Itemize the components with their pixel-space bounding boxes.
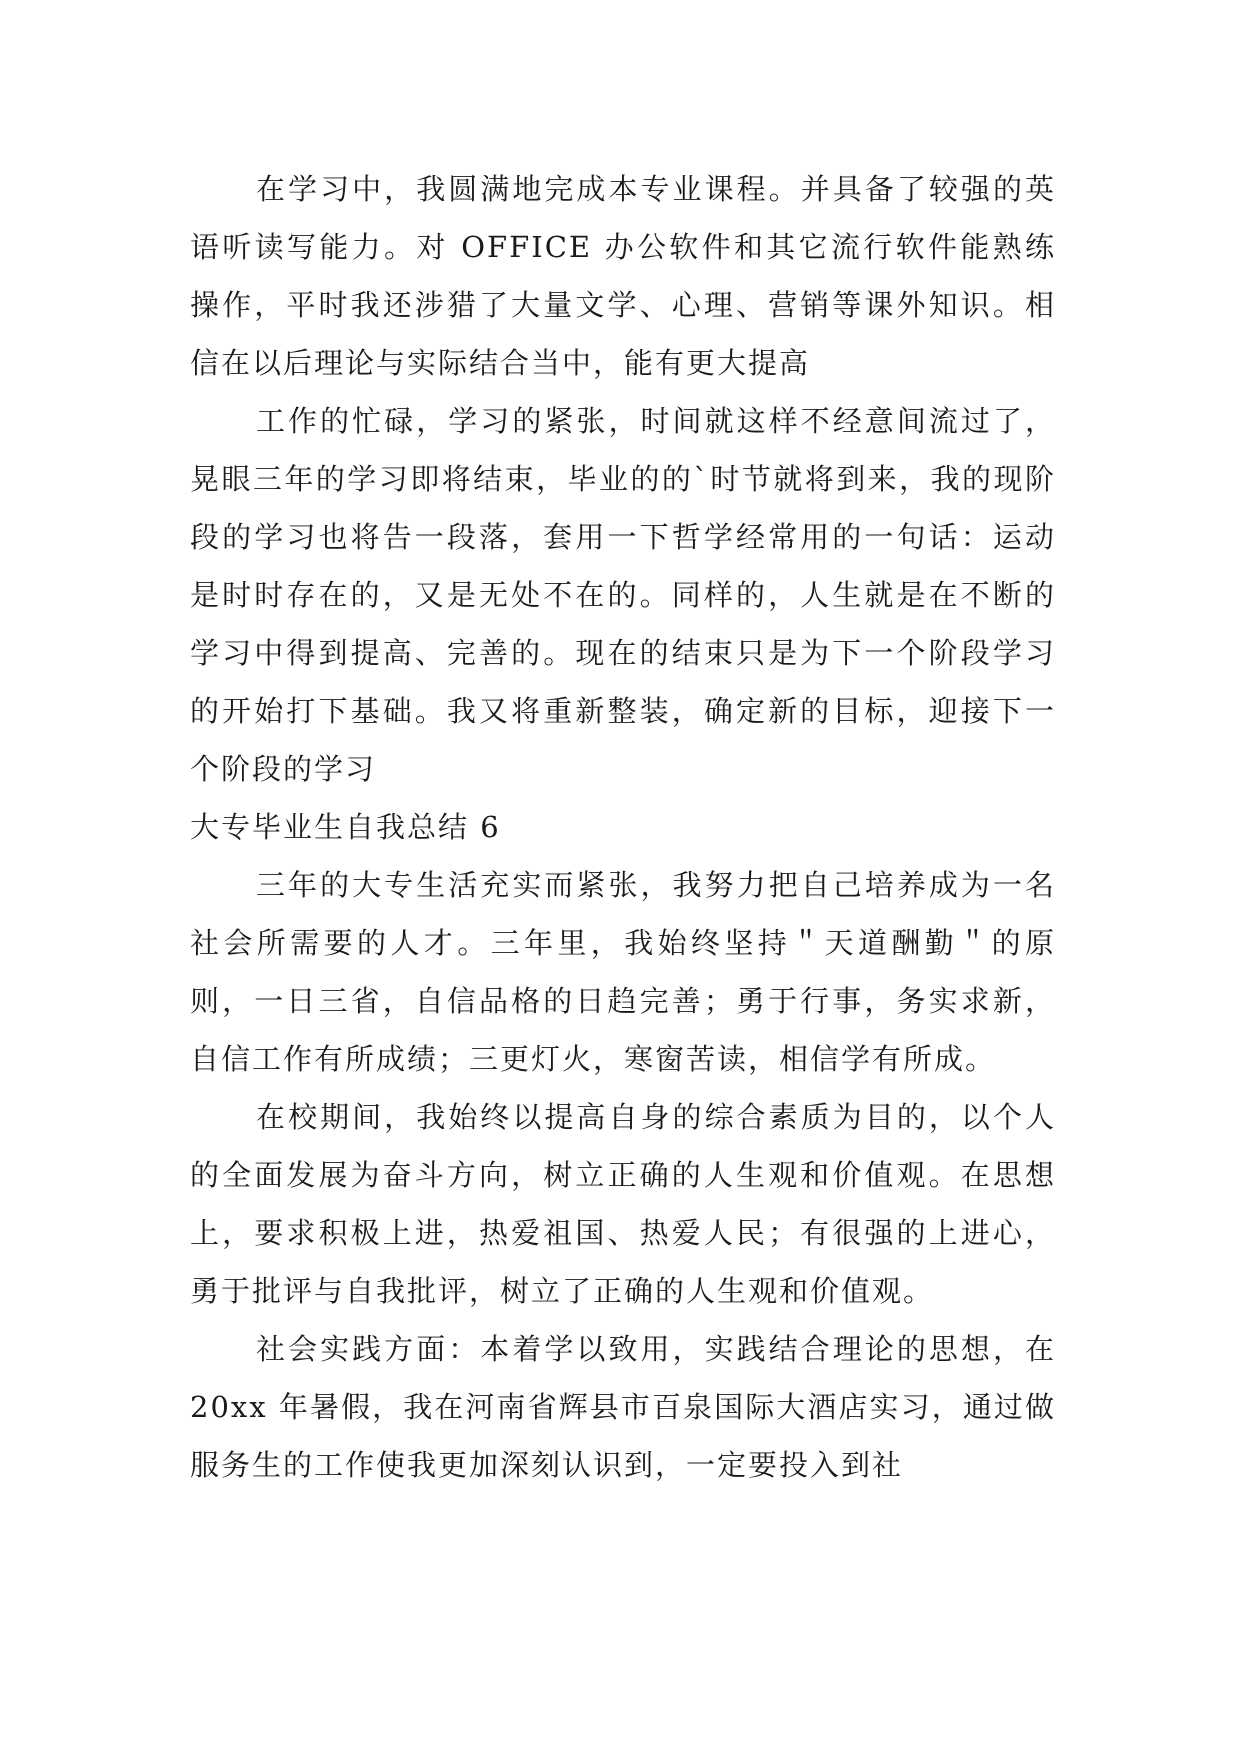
section-title: 大专毕业生自我总结 6 (190, 810, 501, 844)
paragraph-social-practice: 社会实践方面：本着学以致用，实践结合理论的思想，在 20xx 年暑假，我在河南省辉县市百泉国际大酒店实习，通过做服务生的工作使我更加深刻认识到，一定要投入到社 (190, 1332, 1056, 1482)
paragraph-work-study: 工作的忙碌，学习的紧张，时间就这样不经意间流过了，晃眼三年的学习即将结束，毕业的的`时节就将到来，我的现阶段的学习也将告一段落，套用一下哲学经常用的一句话：运动是时时存在的，又是无处不在的。同样的，人生就是在不断的学习中得到提高、完善的。现在的结束只是为下一个阶段学习的开始打下基础。我又将重新整装，确定新的目标，迎接下一个阶段的学习 (190, 404, 1056, 786)
document-body (190, 160, 1056, 1494)
paragraph-school-period: 在校期间，我始终以提高自身的综合素质为目的，以个人的全面发展为奋斗方向，树立正确的人生观和价值观。在思想上，要求积极上进，热爱祖国、热爱人民；有很强的上进心，勇于批评与自我批评，树立了正确的人生观和价值观。 (190, 1100, 1056, 1308)
paragraph-study: 在学习中，我圆满地完成本专业课程。并具备了较强的英语听读写能力。对 OFFICE 办公软件和其它流行软件能熟练操作，平时我还涉猎了大量文学、心理、营销等课外知识。相信在以后理论与实际结合当中，能有更大提高 (190, 172, 1056, 380)
paragraph-college-life: 三年的大专生活充实而紧张，我努力把自己培养成为一名社会所需要的人才。三年里，我始终坚持＂天道酬勤＂的原则，一日三省，自信品格的日趋完善；勇于行事，务实求新，自信工作有所成绩；三更灯火，寒窗苦读，相信学有所成。 (190, 868, 1056, 1076)
